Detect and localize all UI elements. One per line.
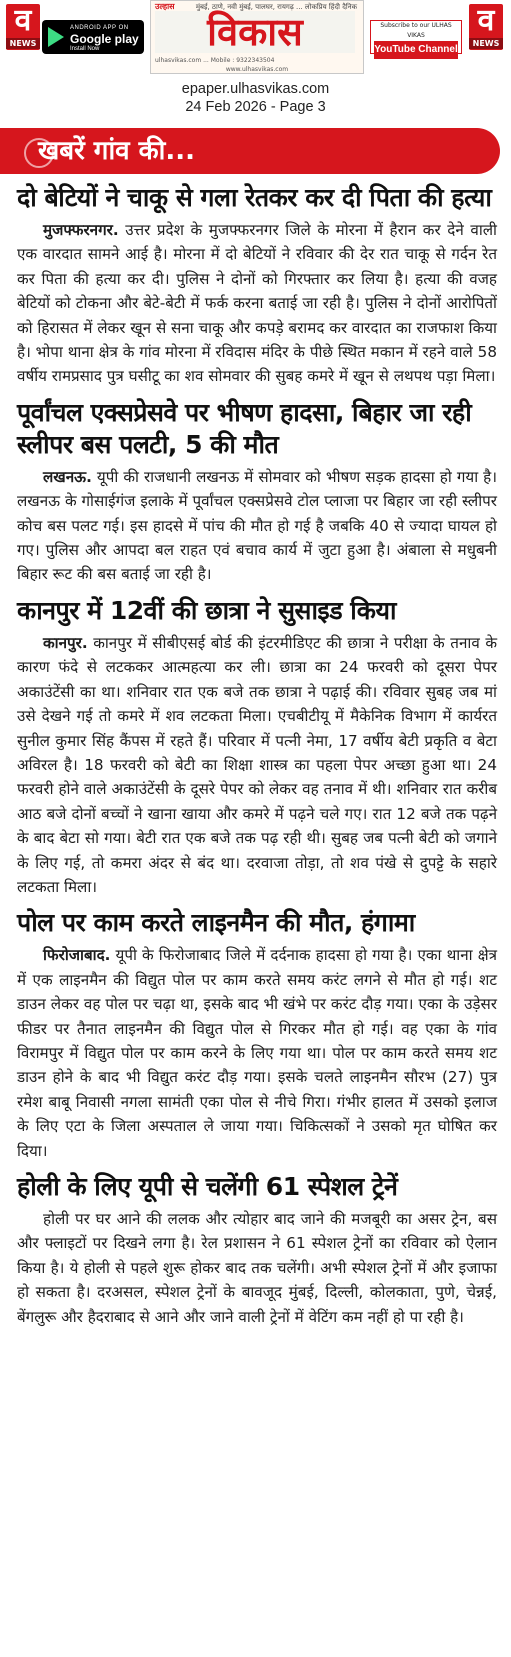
youtube-channel-label: YouTube Channel	[374, 41, 458, 59]
edition-date-page: 24 Feb 2026 - Page 3	[185, 99, 326, 115]
playstore-line2: Google play	[70, 32, 139, 46]
article	[17, 1171, 497, 1329]
youtube-channel-button[interactable]	[370, 20, 462, 54]
google-play-button[interactable]	[42, 20, 144, 54]
logo-small-text: उल्हास	[155, 2, 175, 11]
article-text: यूपी के फिरोजाबाद जिले में दर्दनाक हादसा हो गया है। एका थाना क्षेत्र में एक लाइनमैन की विद्युत पोल पर काम करते समय करंट लगने से मौत हो गई। शट डाउन लेकर वह पोल पर चढ़ा था, इसके बाद भी खंभे पर करंट दौड़ गया। एका के उड़ेसर फीडर पर तैनात लाइनमैन की विद्युत पोल से गिरकर मौत हो गई। वह एका के गांव विरामपुर में विद्युत पोल पर काम करने के लिए गया था। पोल पर काम करते समय शट डाउन होने के बाद भी विद्युत करंट दौड़ गया। इसके चलते लाइनमैन सौरभ (27) पुत्र रमेश बाबू निवासी नगला सामंती एका पोल से नीचे गिरा। गंभीर हालत में उसको इलाज के लिए एटा के जिला अस्पताल ले जाया गया। चिकित्सकों ने उसको मृत घोषित कर दिया।	[17, 946, 497, 1160]
articles-column	[0, 182, 511, 1329]
edition-info	[0, 80, 511, 116]
article-body	[17, 218, 497, 389]
playstore-line3: Install Now	[70, 46, 100, 52]
masthead	[0, 0, 511, 74]
badge-label: NEWS	[6, 38, 40, 49]
article-body	[17, 943, 497, 1163]
article-text: कानपुर में सीबीएसई बोर्ड की इंटरमीडिएट की छात्रा ने परीक्षा के तनाव के कारण फंदे से लटककर आत्महत्या कर ली। छात्रा का 24 फरवरी को दूसरा पेपर अकाउंटेंसी का था। शनिवार रात एक बजे तक छात्रा ने पढ़ाई की। रविवार सुबह जब मां उसे देखने गई तो कमरे में शव लटकता मिला। एचबीटीयू में मैकेनिक विभाग में कार्यरत सुनील कुमार सिंह कैंपस में रहते हैं। परिवार में पत्नी नेमा, 17 वर्षीय बेटी प्रकृति व बेटा अविरल है। 18 फरवरी को बेटी का शिक्षा शास्त्र का पहला पेपर अच्छा हुआ था। 24 फरवरी होने वाले अकाउंटेंसी के दूसरे पेपर को लेकर वह तनाव में थी। शनिवार रात करीब आठ बजे दोनों बच्चों ने खाना खाया और कमरे में पढ़ने चले गए। रात 12 बजे तक पढ़ने के बाद बेटा सो गया। बेटी रात एक बजे तक पढ़ रही थी। सुबह जब पत्नी बेटी को जगाने के लिए गई, तो कमरा अंदर से बंद था। दरवाजा तोड़ा, तो शव पंखे से दुपट्टे के सहारे लटकता मिला।	[17, 633, 497, 896]
article	[17, 595, 497, 899]
article-headline: कानपुर में 12वीं की छात्रा ने सुसाइड किया	[17, 595, 396, 625]
article-headline: पूर्वांचल एक्सप्रेसवे पर भीषण हादसा, बिहार जा रही स्लीपर बस पलटी, 5 की मौत	[17, 397, 472, 459]
badge-letter: व	[477, 3, 495, 38]
article-body	[17, 631, 497, 899]
article	[17, 182, 497, 389]
article	[17, 397, 497, 587]
edition-site[interactable]: epaper.ulhasvikas.com	[181, 81, 330, 97]
news-badge-right[interactable]	[469, 4, 503, 50]
logo-website: www.ulhasvikas.com	[225, 66, 289, 73]
badge-letter: व	[14, 3, 32, 38]
youtube-subscribe-text: Subscribe to our ULHAS VIKAS	[380, 22, 452, 39]
article-dateline: लखनऊ.	[43, 467, 92, 486]
article-body	[17, 465, 497, 587]
article-headline: पोल पर काम करते लाइनमैन की मौत, हंगामा	[17, 908, 415, 938]
article	[17, 907, 497, 1163]
section-banner	[0, 128, 500, 174]
logo-tagline: मुंबई, ठाणे, नवी मुंबई, पालघर, रायगढ़ ... लोकप्रिय हिंदी दैनिक	[195, 3, 357, 11]
article-body	[17, 1207, 497, 1329]
playstore-line1: ANDROID APP ON	[70, 25, 129, 31]
news-badge-left[interactable]	[6, 4, 40, 50]
play-store-icon	[48, 27, 64, 47]
article-dateline: मुजफ्फरनगर.	[43, 221, 119, 239]
article-dateline: फिरोजाबाद.	[43, 946, 111, 965]
article-text: उत्तर प्रदेश के मुजफ्फरनगर जिले के मोरना में हैरान कर देने वाली एक वारदात सामने आई है। मोरना में दो बेटियों ने रविवार की देर रात चाकू से गर्दन रेत कर पिता की हत्या कर दी। पुलिस ने दोनों को गिरफ्तार कर लिया है। हत्या की वजह बेटियों को टोकना और बेटे-बेटी में फर्क करना बताई जा रही है। पुलिस ने दोनों आरोपितों को हिरासत में लेकर खून से सना चाकू और कपड़े बरामद कर वारदात का राजफाश किया है। भोपा थाना क्षेत्र के गांव मोरना में रविदास मंदिर के पीछे स्थित मकान में रहने वाले 58 वर्षीय रामप्रसाद पुत्र घसीटू का शव सोमवार की सुबह कमरे में खून से लथपथ पड़ा मिला।	[17, 221, 497, 386]
article-dateline: कानपुर.	[43, 633, 88, 652]
article-headline: होली के लिए यूपी से चलेंगी 61 स्पेशल ट्रेनें	[17, 1172, 398, 1201]
newspaper-logo	[150, 0, 364, 74]
logo-contact-strip: ulhasvikas.com ... Mobile : 9322343504	[155, 57, 275, 64]
badge-label: NEWS	[469, 38, 503, 49]
section-title: खबरें गांव की...	[38, 136, 196, 166]
article-text: होली पर घर आने की ललक और त्योहार बाद जाने की मजबूरी का असर ट्रेन, बस और फ्लाइटों पर दिखने लगा है। रेल प्रशासन ने 61 स्पेशल ट्रेनों का रविवार को ऐलान किया है। ये होली से पहले शुरू होकर बाद तक चलेंगी। अभी स्पेशल ट्रेनों में और इजाफा हो सकता है। दरअसल, स्पेशल ट्रेनों के बावजूद मुंबई, दिल्ली, कोलकाता, पुणे, चेन्नई, बेंगलुरू और हैदराबाद से आने और जाने वाली ट्रेनों में वेटिंग कम नहीं हो पा रही है।	[17, 1210, 497, 1326]
logo-name: विकास	[155, 11, 355, 53]
article-text: यूपी की राजधानी लखनऊ में सोमवार को भीषण सड़क हादसा हो गया है। लखनऊ के गोसाईगंज इलाके में पूर्वांचल एक्सप्रेसवे टोल प्लाजा पर बिहार जा रही स्लीपर कोच बस पलट गई। इस हादसे में पांच की मौत हो गई है जबकि 40 से ज्यादा घायल हो गए। पुलिस और आपदा बल राहत एवं बचाव कार्य में जुटा हुआ है। अंबाला से मधुबनी बिहार रूट की बस बताई जा रही है।	[17, 467, 497, 584]
article-headline: दो बेटियों ने चाकू से गला रेतकर कर दी पिता की हत्या	[17, 183, 492, 212]
